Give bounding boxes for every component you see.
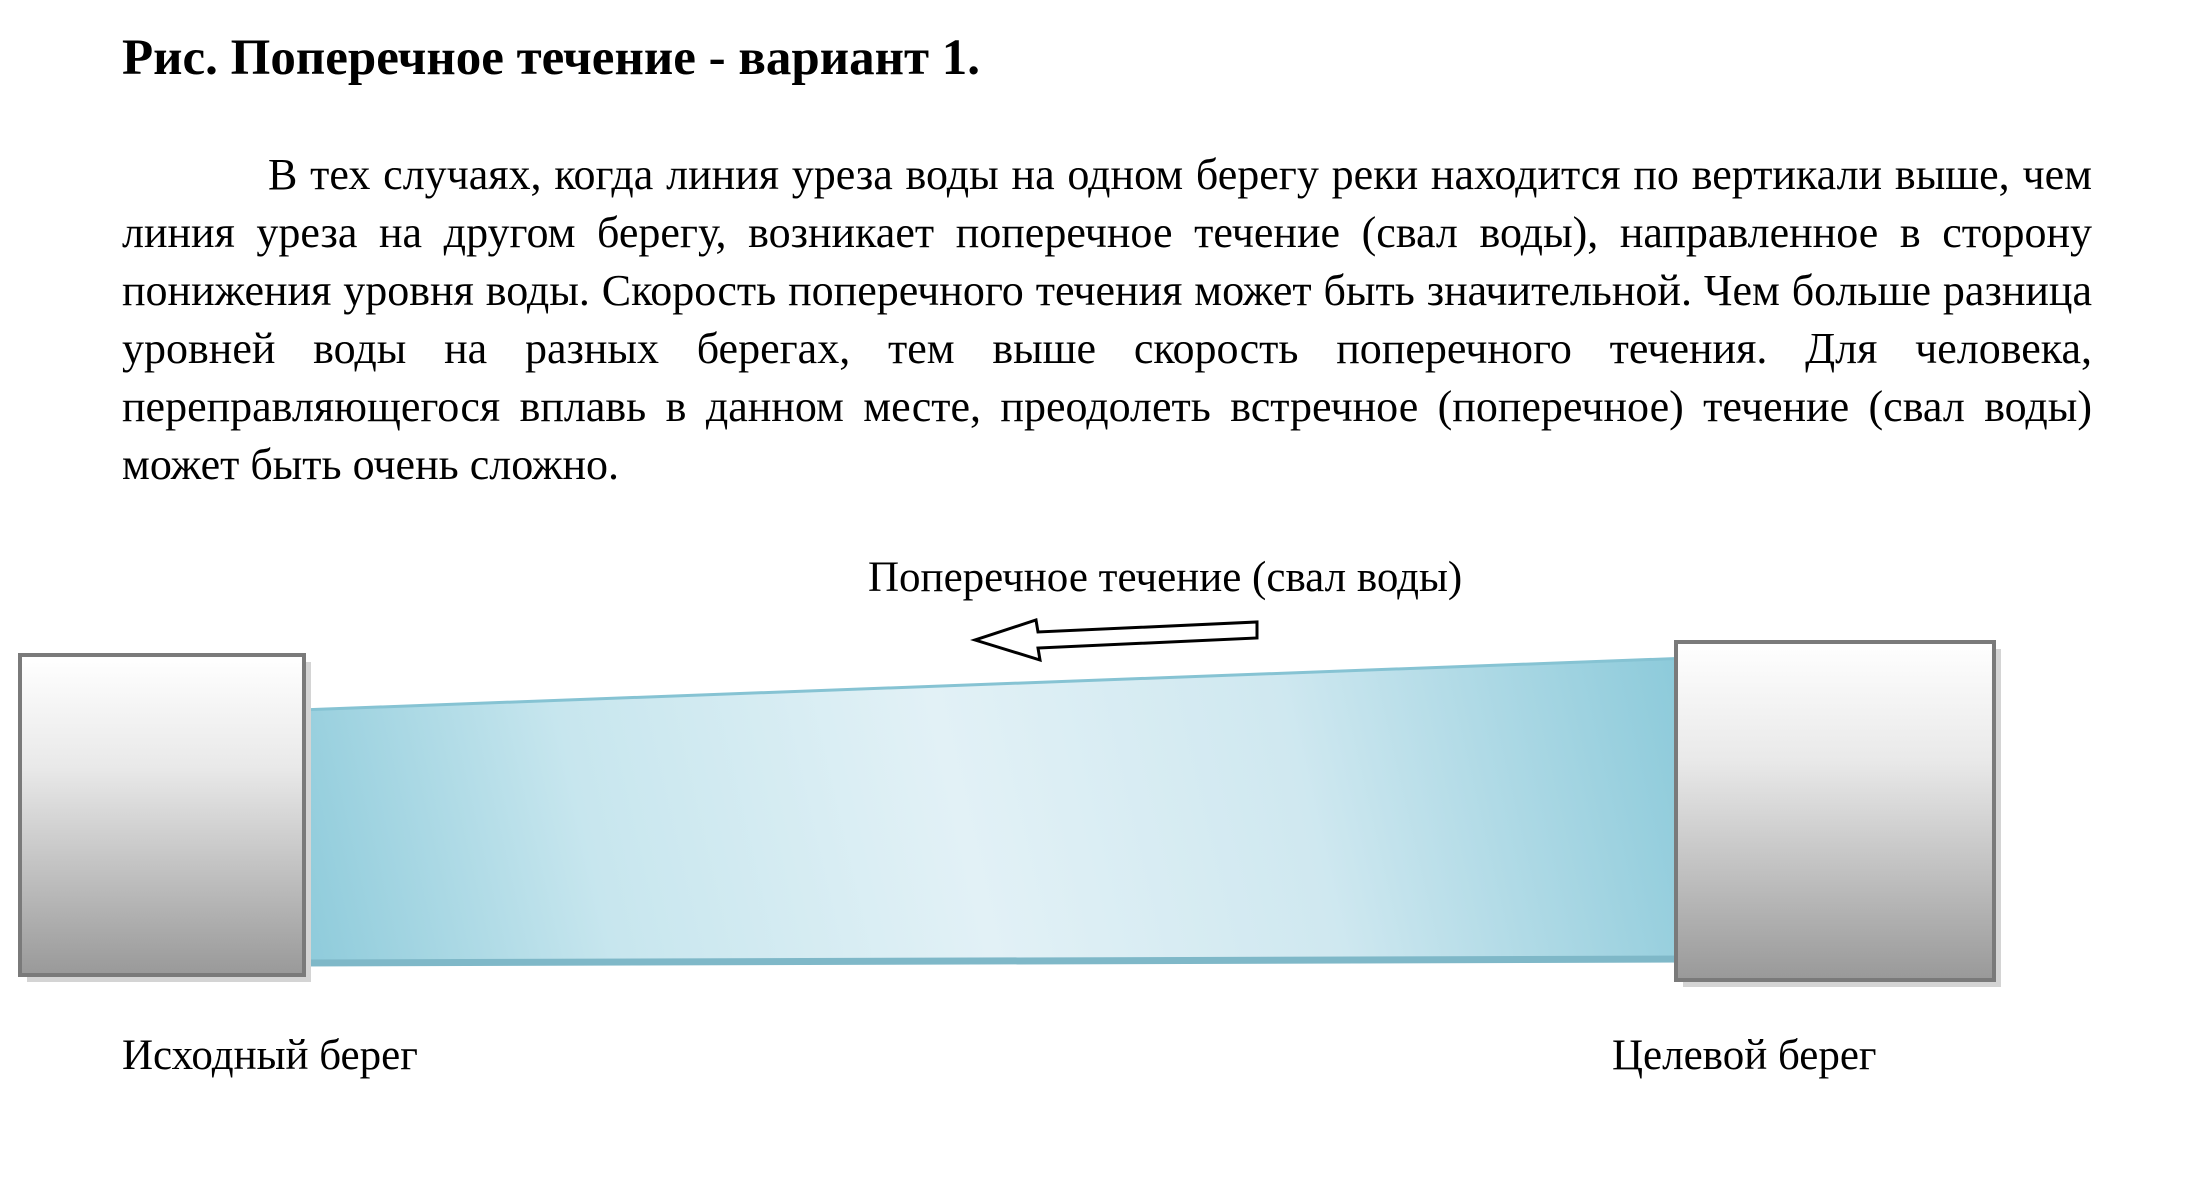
- cross-current-diagram: [0, 520, 2190, 1080]
- flow-label: Поперечное течение (свал воды): [868, 554, 1463, 601]
- source-bank-block: [20, 655, 311, 982]
- figure-title: Рис. Поперечное течение - вариант 1.: [122, 30, 981, 86]
- river-water: [300, 658, 1690, 965]
- body-paragraph: В тех случаях, когда линия уреза воды на одном берегу реки находится по вертикали выше, чем линия уреза на другом берегу, возникает поперечное течение (свал воды), направленное в сторону понижения уровня воды. Скорость поперечного течения может быть значительной. Чем больше разница уровней воды на разных берегах, тем выше скорость поперечного течения. Для человека, переправляющегося вплавь в данном месте, преодолеть встречное (поперечное) течение (свал воды) может быть очень сложно.: [122, 150, 2092, 489]
- target-bank-block: [1676, 642, 2001, 987]
- source-bank-label: Исходный берег: [122, 1032, 418, 1079]
- flow-direction-arrow: [975, 620, 1257, 660]
- target-bank-label: Целевой берег: [1612, 1032, 1877, 1079]
